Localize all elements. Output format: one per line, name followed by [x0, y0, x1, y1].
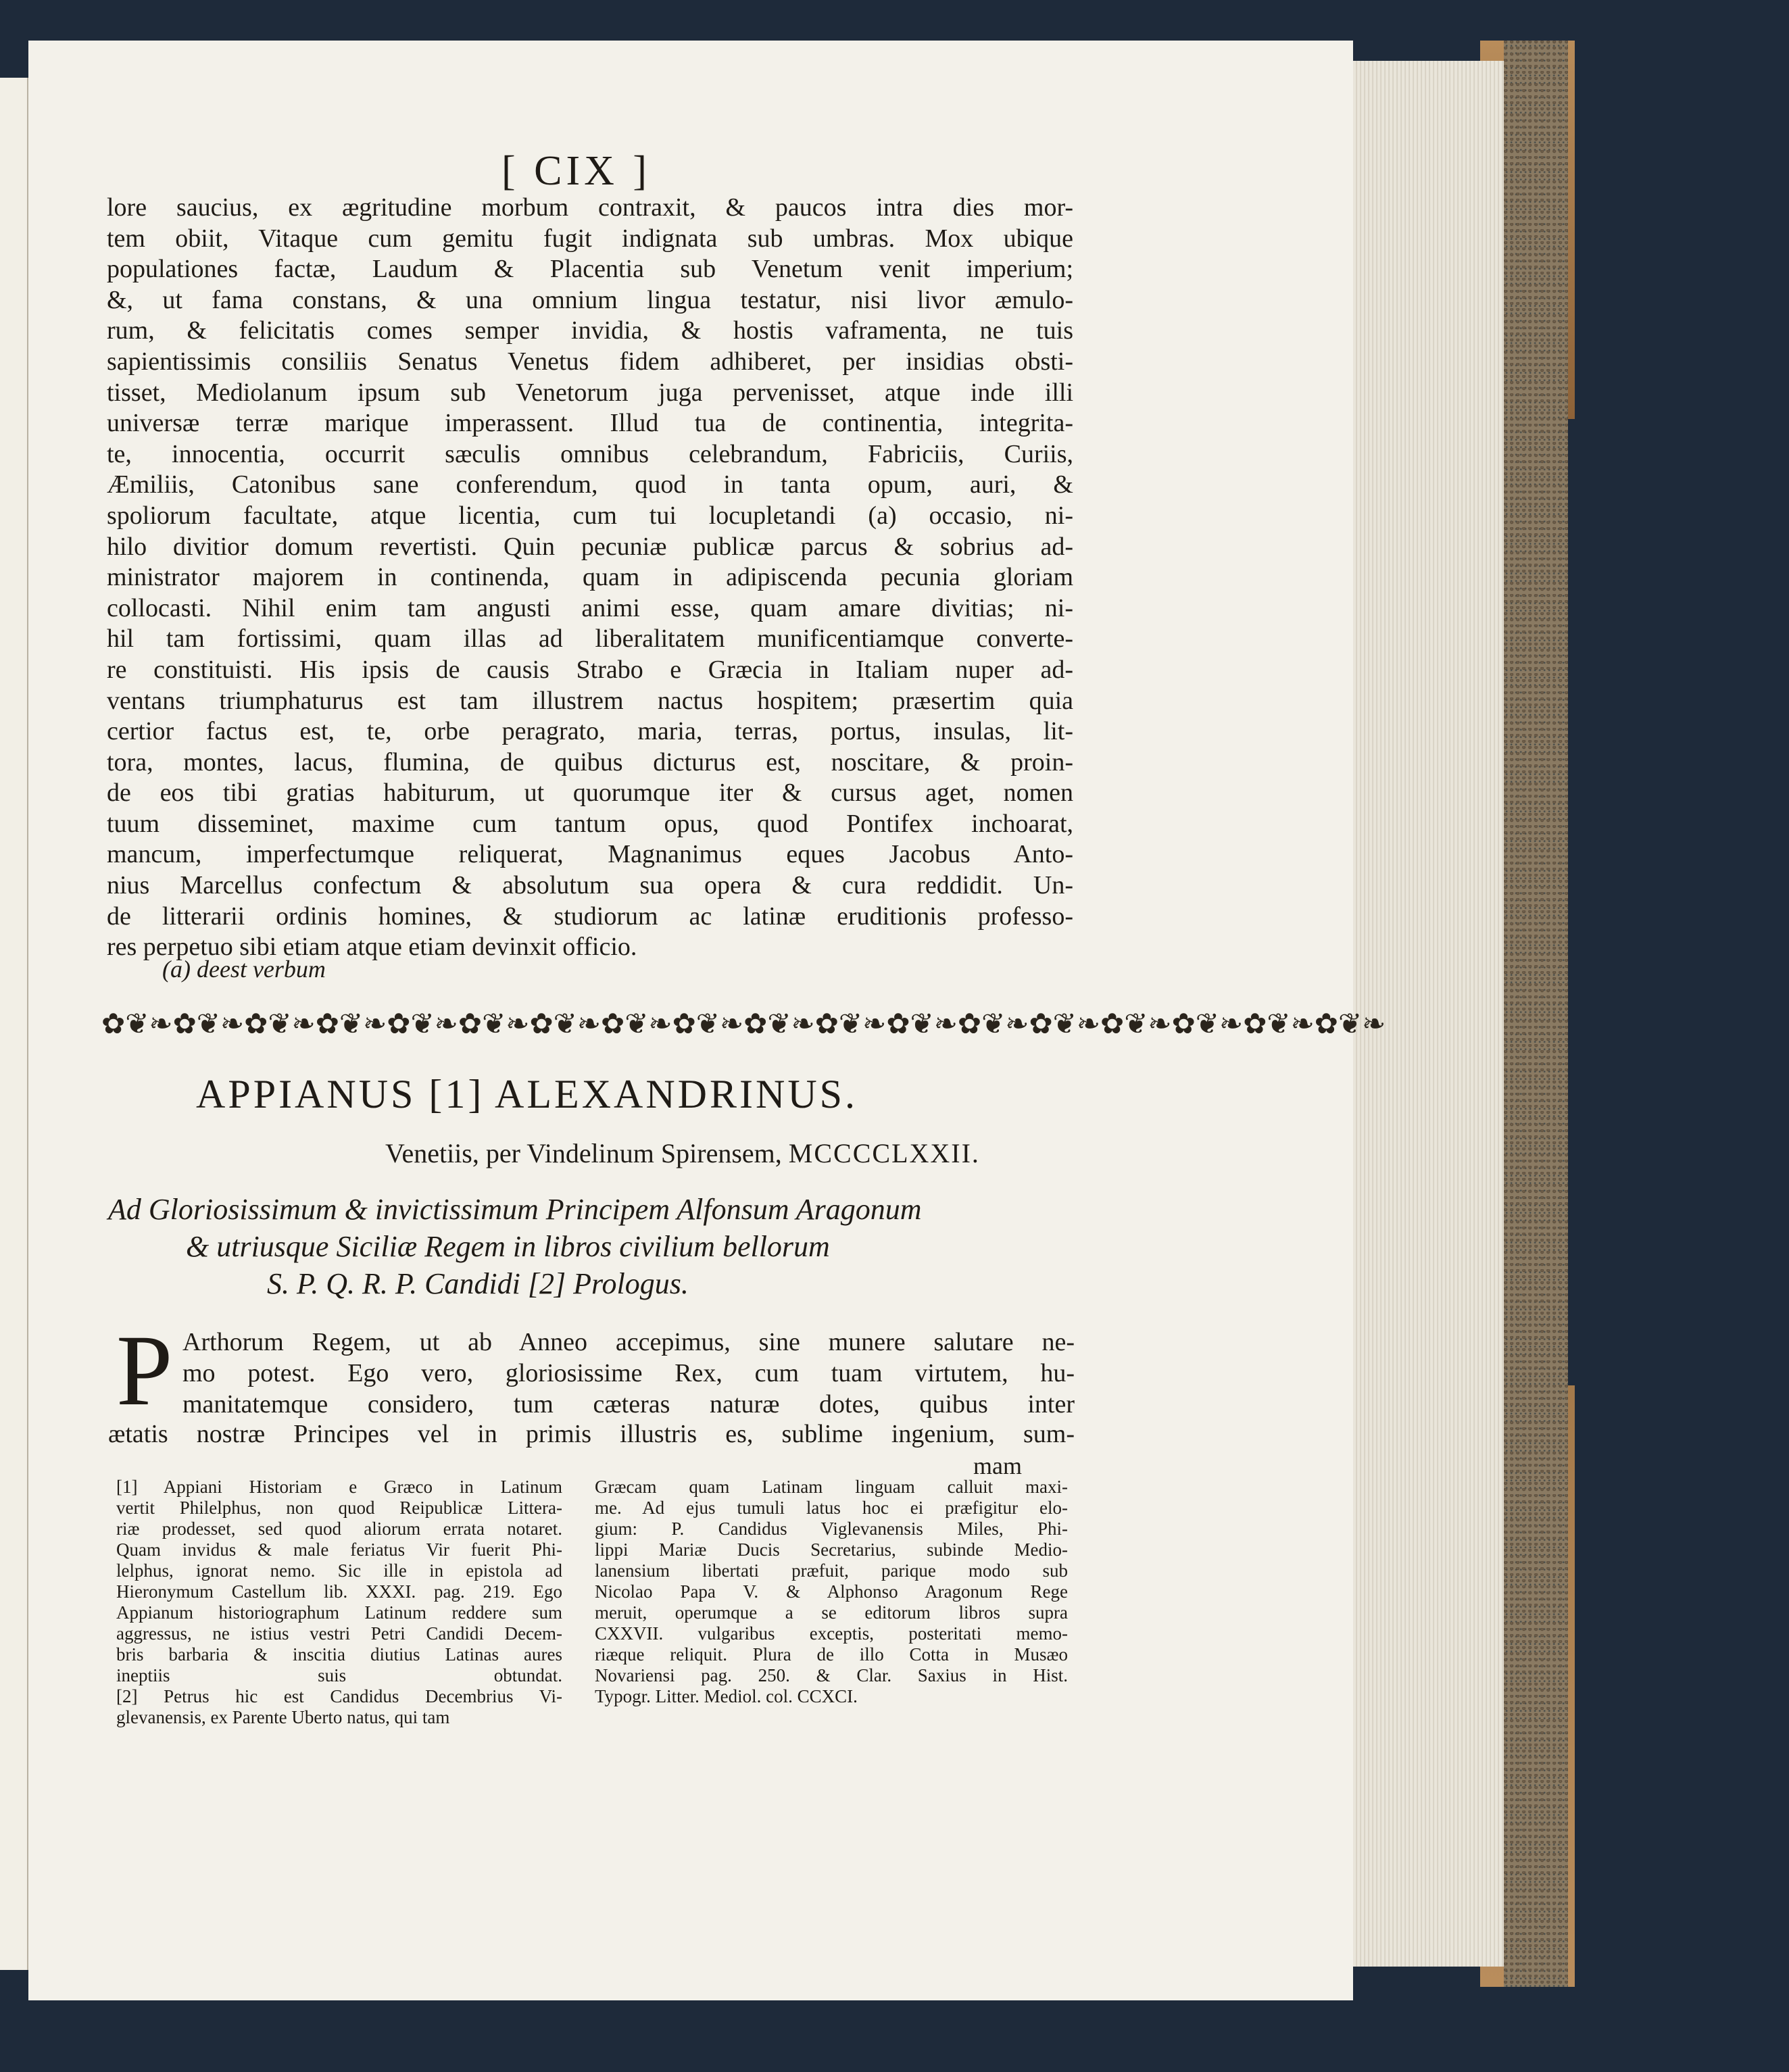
footnote-line: vertit Philelphus, non quod Reipublicæ Littera-: [116, 1498, 562, 1518]
section-heading: APPIANUS [1] ALEXANDRINUS.: [196, 1072, 858, 1116]
footnote-line: riæque reliquit. Plura de illo Cotta in Musæo: [595, 1644, 1068, 1664]
footnote-line: meruit, operumque a se editorum libros supra: [595, 1602, 1068, 1623]
marginal-note: (a) deest verbum: [162, 956, 326, 983]
text-line: lore saucius, ex ægritudine morbum contraxit, & paucos intra dies mor-: [107, 193, 1073, 222]
text-line: hil tam fortissimi, quam illas ad liberalitatem munificentiamque converte-: [107, 624, 1073, 653]
imprint-line: [385, 1137, 980, 1169]
footnotes-left-column: [116, 1477, 562, 1728]
drop-cap: P: [116, 1314, 173, 1427]
text-line: tisset, Mediolanum ipsum sub Venetorum juga pervenisset, atque inde illi: [107, 378, 1073, 407]
dedication-line-2: & utriusque Siciliæ Regem in libros civilium bellorum: [186, 1230, 830, 1263]
prologue-opening: [182, 1327, 1075, 1420]
imprint-text: Venetiis, per Vindelinum Spirensem,: [385, 1138, 789, 1168]
dedication-line-3: S. P. Q. R. P. Candidi [2] Prologus.: [267, 1267, 689, 1300]
imprint-year: MCCCCLXXII.: [788, 1138, 980, 1168]
text-line: populationes factæ, Laudum & Placentia sub Venetum venit imperium;: [107, 255, 1073, 284]
text-line: spoliorum facultate, atque licentia, cum tui locupletandi (a) occasio, ni-: [107, 501, 1073, 530]
prologue-text-line: manitatemque considero, tum cæteras naturæ dotes, quibus inter: [182, 1390, 1075, 1419]
footnote-line: [1] Appiani Historiam e Græco in Latinum: [116, 1477, 562, 1497]
dedication-title: [108, 1191, 1081, 1302]
text-line: tora, montes, lacus, flumina, de quibus dicturus est, noscitare, & proin-: [107, 747, 1073, 776]
text-line: hilo divitior domum revertisti. Quin pecuniæ publicæ parcus & sobrius ad-: [107, 532, 1073, 561]
ornament-band: ✿❦❧✿❦❧✿❦❧✿❦❧✿❦❧✿❦❧✿❦❧✿❦❧✿❦❧✿❦❧✿❦❧✿❦❧✿❦❧✿❦❧✿❦❧✿❦❧✿❦❧✿❦❧: [101, 1009, 1386, 1040]
footnote-line: CXXVII. vulgaribus exceptis, posteritati memo-: [595, 1623, 1068, 1644]
text-line: sapientissimis consiliis Senatus Venetus fidem adhiberet, per insidias obsti-: [107, 347, 1073, 376]
catchword: mam: [973, 1452, 1022, 1479]
footnote-line: Novariensi pag. 250. & Clar. Saxius in Hist.: [595, 1665, 1068, 1685]
text-line: mancum, imperfectumque reliquerat, Magnanimus eques Jacobus Anto-: [107, 840, 1073, 869]
text-line: collocasti. Nihil enim tam angusti animi esse, quam amare divitias; ni-: [107, 593, 1073, 622]
footnote-line: lanensium libertati præfuit, parique modo sub: [595, 1560, 1068, 1581]
footnote-line: gium: P. Candidus Viglevanensis Miles, Phi-: [595, 1519, 1068, 1539]
text-line: &, ut fama constans, & una omnium lingua testatur, nisi livor æmulo-: [107, 285, 1073, 314]
text-line: res perpetuo sibi etiam atque etiam devinxit officio.: [107, 933, 637, 962]
text-line: rum, & felicitatis comes semper invidia, & hostis vaframenta, ne tuis: [107, 316, 1073, 345]
footnote-line: Nicolao Papa V. & Alphonso Aragonum Rege: [595, 1581, 1068, 1602]
footnote-line: Hieronymum Castellum lib. XXXI. pag. 219. Ego: [116, 1581, 562, 1602]
text-line: de litterarii ordinis homines, & studiorum ac latinæ eruditionis professo-: [107, 902, 1073, 931]
text-line: tem obiit, Vitaque cum gemitu fugit indignata sub umbras. Mox ubique: [107, 224, 1073, 253]
footnote-line: aggressus, ne istius vestri Petri Candidi Decem-: [116, 1623, 562, 1644]
footnote-line: riæ prodesset, sed quod aliorum errata notaret.: [116, 1519, 562, 1539]
footnote-line: me. Ad ejus tumuli latus hoc ei præfigitur elo-: [595, 1498, 1068, 1518]
footnote-line: Typogr. Litter. Mediol. col. CCXCI.: [595, 1686, 858, 1706]
body-paragraph: [107, 193, 1073, 963]
text-line: certior factus est, te, orbe peragrato, maria, terras, portus, insulas, lit-: [107, 717, 1073, 746]
text-line: universæ terræ marique imperassent. Illud tua de continentia, integrita-: [107, 409, 1073, 438]
text-line: nius Marcellus confectum & absolutum sua opera & cura reddidit. Un-: [107, 871, 1073, 900]
text-line: tuum disseminet, maxime cum tantum opus, quod Pontifex inchoarat,: [107, 809, 1073, 838]
text-line: ventans triumphaturus est tam illustrem nactus hospitem; præsertim quia: [107, 686, 1073, 715]
text-line: Æmiliis, Catonibus sane conferendum, quod in tanta opum, auri, &: [107, 470, 1073, 499]
prologue-line: ætatis nostræ Principes vel in primis illustris es, sublime ingenium, sum-: [108, 1420, 1075, 1448]
text-line: de eos tibi gratias habiturum, ut quorumque iter & cursus aget, nomen: [107, 779, 1073, 808]
footnote-line: Græcam quam Latinam linguam calluit maxi-: [595, 1477, 1068, 1497]
footnote-line: Appianum historiographum Latinum reddere sum: [116, 1602, 562, 1623]
footnote-line: lippi Mariæ Ducis Secretarius, subinde Medio-: [595, 1539, 1068, 1560]
text-line: ministrator majorem in continenda, quam in adipiscenda pecunia gloriam: [107, 563, 1073, 592]
footnote-line: Quam invidus & male feriatus Vir fuerit Phi-: [116, 1539, 562, 1560]
prologue-text-line: Arthorum Regem, ut ab Anneo accepimus, sine munere salutare ne-: [182, 1328, 1075, 1356]
footnotes-right-column: [595, 1477, 1068, 1707]
dedication-line-1: Ad Gloriosissimum & invictissimum Principem Alfonsum Aragonum: [108, 1193, 922, 1226]
footnote-line: [2] Petrus hic est Candidus Decembrius Vi-: [116, 1686, 562, 1706]
text-line: re constituisti. His ipsis de causis Strabo e Græcia in Italiam nuper ad-: [107, 655, 1073, 684]
text-line: te, innocentia, occurrit sæculis omnibus celebrandum, Fabriciis, Curiis,: [107, 439, 1073, 468]
footnote-line: ineptiis suis obtundat.: [116, 1665, 562, 1685]
footnote-line: bris barbaria & inscitia diutius Latinas aures: [116, 1644, 562, 1664]
footnote-line: lelphus, ignorat nemo. Sic ille in epistola ad: [116, 1560, 562, 1581]
running-head: [ CIX ]: [501, 148, 652, 194]
footnote-line: glevanensis, ex Parente Uberto natus, qui tam: [116, 1707, 450, 1727]
prologue-text-line: mo potest. Ego vero, gloriosissime Rex, cum tuam virtutem, hu-: [182, 1359, 1075, 1387]
